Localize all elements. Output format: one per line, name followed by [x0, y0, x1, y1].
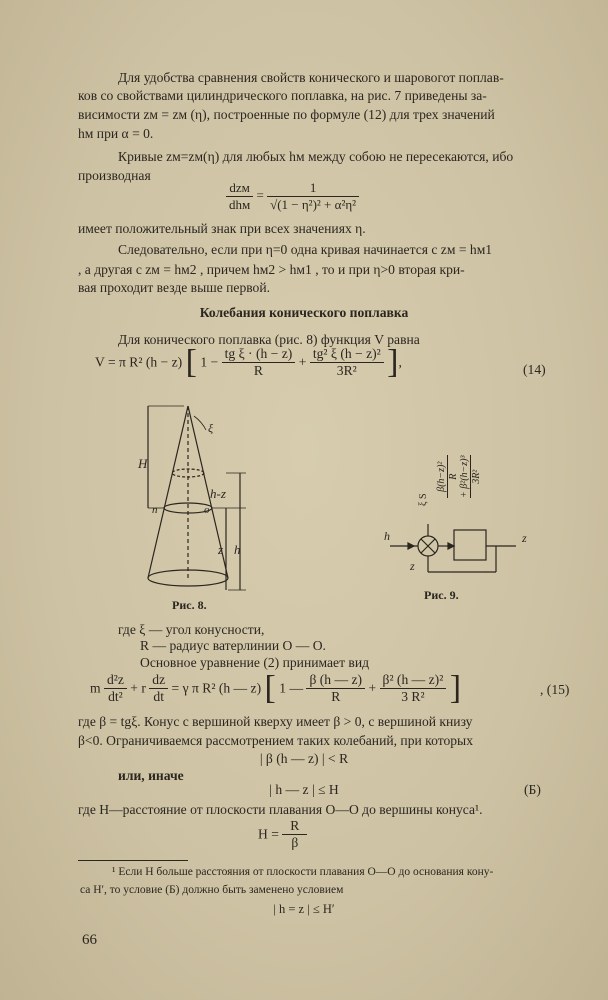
figure-8-cone-diagram: [128, 398, 328, 598]
paragraph-3: имеет положительный знак при всех значениях η.: [78, 221, 366, 236]
fig8-label-h: h: [234, 542, 241, 557]
figure-9-block-diagram: [378, 428, 558, 578]
paragraph-5: Для конического поплавка (рис. 8) функция V равна: [118, 332, 420, 347]
paragraph-7-line-1: где β = tgξ. Конус с вершиной кверху имеет β > 0, с вершиной книзу: [78, 714, 473, 729]
fig8-label-H: H: [138, 456, 148, 471]
paragraph-1-line-3: висимости zм = zм (η), построенные по формуле (12) для трех значений: [78, 107, 495, 122]
figure-9-caption: Рис. 9.: [424, 588, 459, 602]
paragraph-2-line-2: производная: [78, 168, 151, 183]
fig8-label-o: o: [204, 504, 210, 516]
paragraph-8: где H—расстояние от плоскости плавания O—O до вершины конуса¹.: [78, 802, 483, 817]
equation-H: H = $\frac{R}{\beta}$: [258, 818, 307, 854]
fig9-label-z-out: z: [522, 531, 527, 545]
equation-15: m $\frac{\text{d²z}}{\text{dt²}}$ + r $\frac{dz}{dt}$ = γ π R² (h — z) [ 1 — $\frac{\beta (h — z)}{R}$ + $\frac{\text{β² (h — z)²}}{\text{3 R²}}$ ]: [90, 669, 462, 707]
fig9-transfer-function: β(h−z)² R + β²(h−z)³ 3R²: [436, 455, 482, 498]
footnote-equation: | h = z | ≤ H′: [273, 902, 335, 916]
equation-14-number: (14): [523, 362, 546, 377]
paragraph-7-line-2: β<0. Ограничиваемся рассмотрением таких колебаний, при которых: [78, 733, 473, 748]
fig9-label-xi-s: ξ S: [418, 493, 429, 506]
equation-14: V = π R² (h − z) [ 1 − $\frac{\text{tg ξ · (h − z)}}{R}$ + $\frac{\text{tg² ξ (h − z)²}}{\text{3R²}}$ ],: [95, 343, 402, 381]
fig8-label-z: z: [218, 542, 224, 557]
page-number: 66: [82, 932, 97, 948]
figure-8-caption: Рис. 8.: [172, 598, 207, 612]
footnote-line-1: ¹ Если H больше расстояния от плоскости плавания O—O до основания кону-: [112, 866, 494, 878]
section-heading: Колебания конического поплавка: [199, 305, 409, 320]
or-otherwise: или, иначе: [118, 768, 184, 783]
fig9-label-z-in: z: [410, 559, 415, 573]
paragraph-4-line-2: , а другая с zм = hм2 , причем hм2 > hм1 , то и при η>0 вторая кри-: [78, 262, 465, 277]
paragraph-1-line-2: ков со свойствами цилиндрического поплавка, на рис. 7 приведены за-: [78, 88, 487, 103]
paragraph-6: Основное уравнение (2) принимает вид: [140, 655, 370, 670]
derivative-equation: $\frac{\text{dzм}}{\text{dhм}}$ = $\frac{1}{\text{√(1 − η²)² + α²η²}}$: [226, 180, 359, 213]
where-line-1: где ξ — угол конусности,: [118, 622, 265, 637]
paragraph-2-line-1: Кривые zм=zм(η) для любых hм между собою не пересекаются, ибо: [118, 149, 514, 164]
equation-15-number: , (15): [540, 682, 570, 697]
fig8-label-h-z: h-z: [210, 486, 226, 501]
where-line-2: R — радиус ватерлинии O — O.: [140, 638, 326, 653]
footnote-divider: [78, 860, 188, 861]
fig8-label-n: n: [152, 504, 158, 516]
inequality-2: | h — z | ≤ H: [269, 782, 339, 797]
paragraph-4-line-3: вая проходит везде выше первой.: [78, 280, 271, 295]
inequality-1: | β (h — z) | < R: [259, 751, 349, 766]
paragraph-1-line-4: hм при α = 0.: [78, 126, 154, 141]
paragraph-1-line-1: Для удобства сравнения свойств конического и шаровогот поплав-: [118, 70, 504, 85]
fig8-label-xi: ξ: [208, 421, 214, 435]
paragraph-4-line-1: Следовательно, если при η=0 одна кривая начинается с zм = hм1: [118, 242, 493, 257]
fig9-label-h: h: [384, 529, 390, 543]
inequality-2-tag: (Б): [524, 782, 541, 797]
footnote-line-2: са H′, то условие (Б) должно быть заменено условием: [80, 884, 344, 896]
